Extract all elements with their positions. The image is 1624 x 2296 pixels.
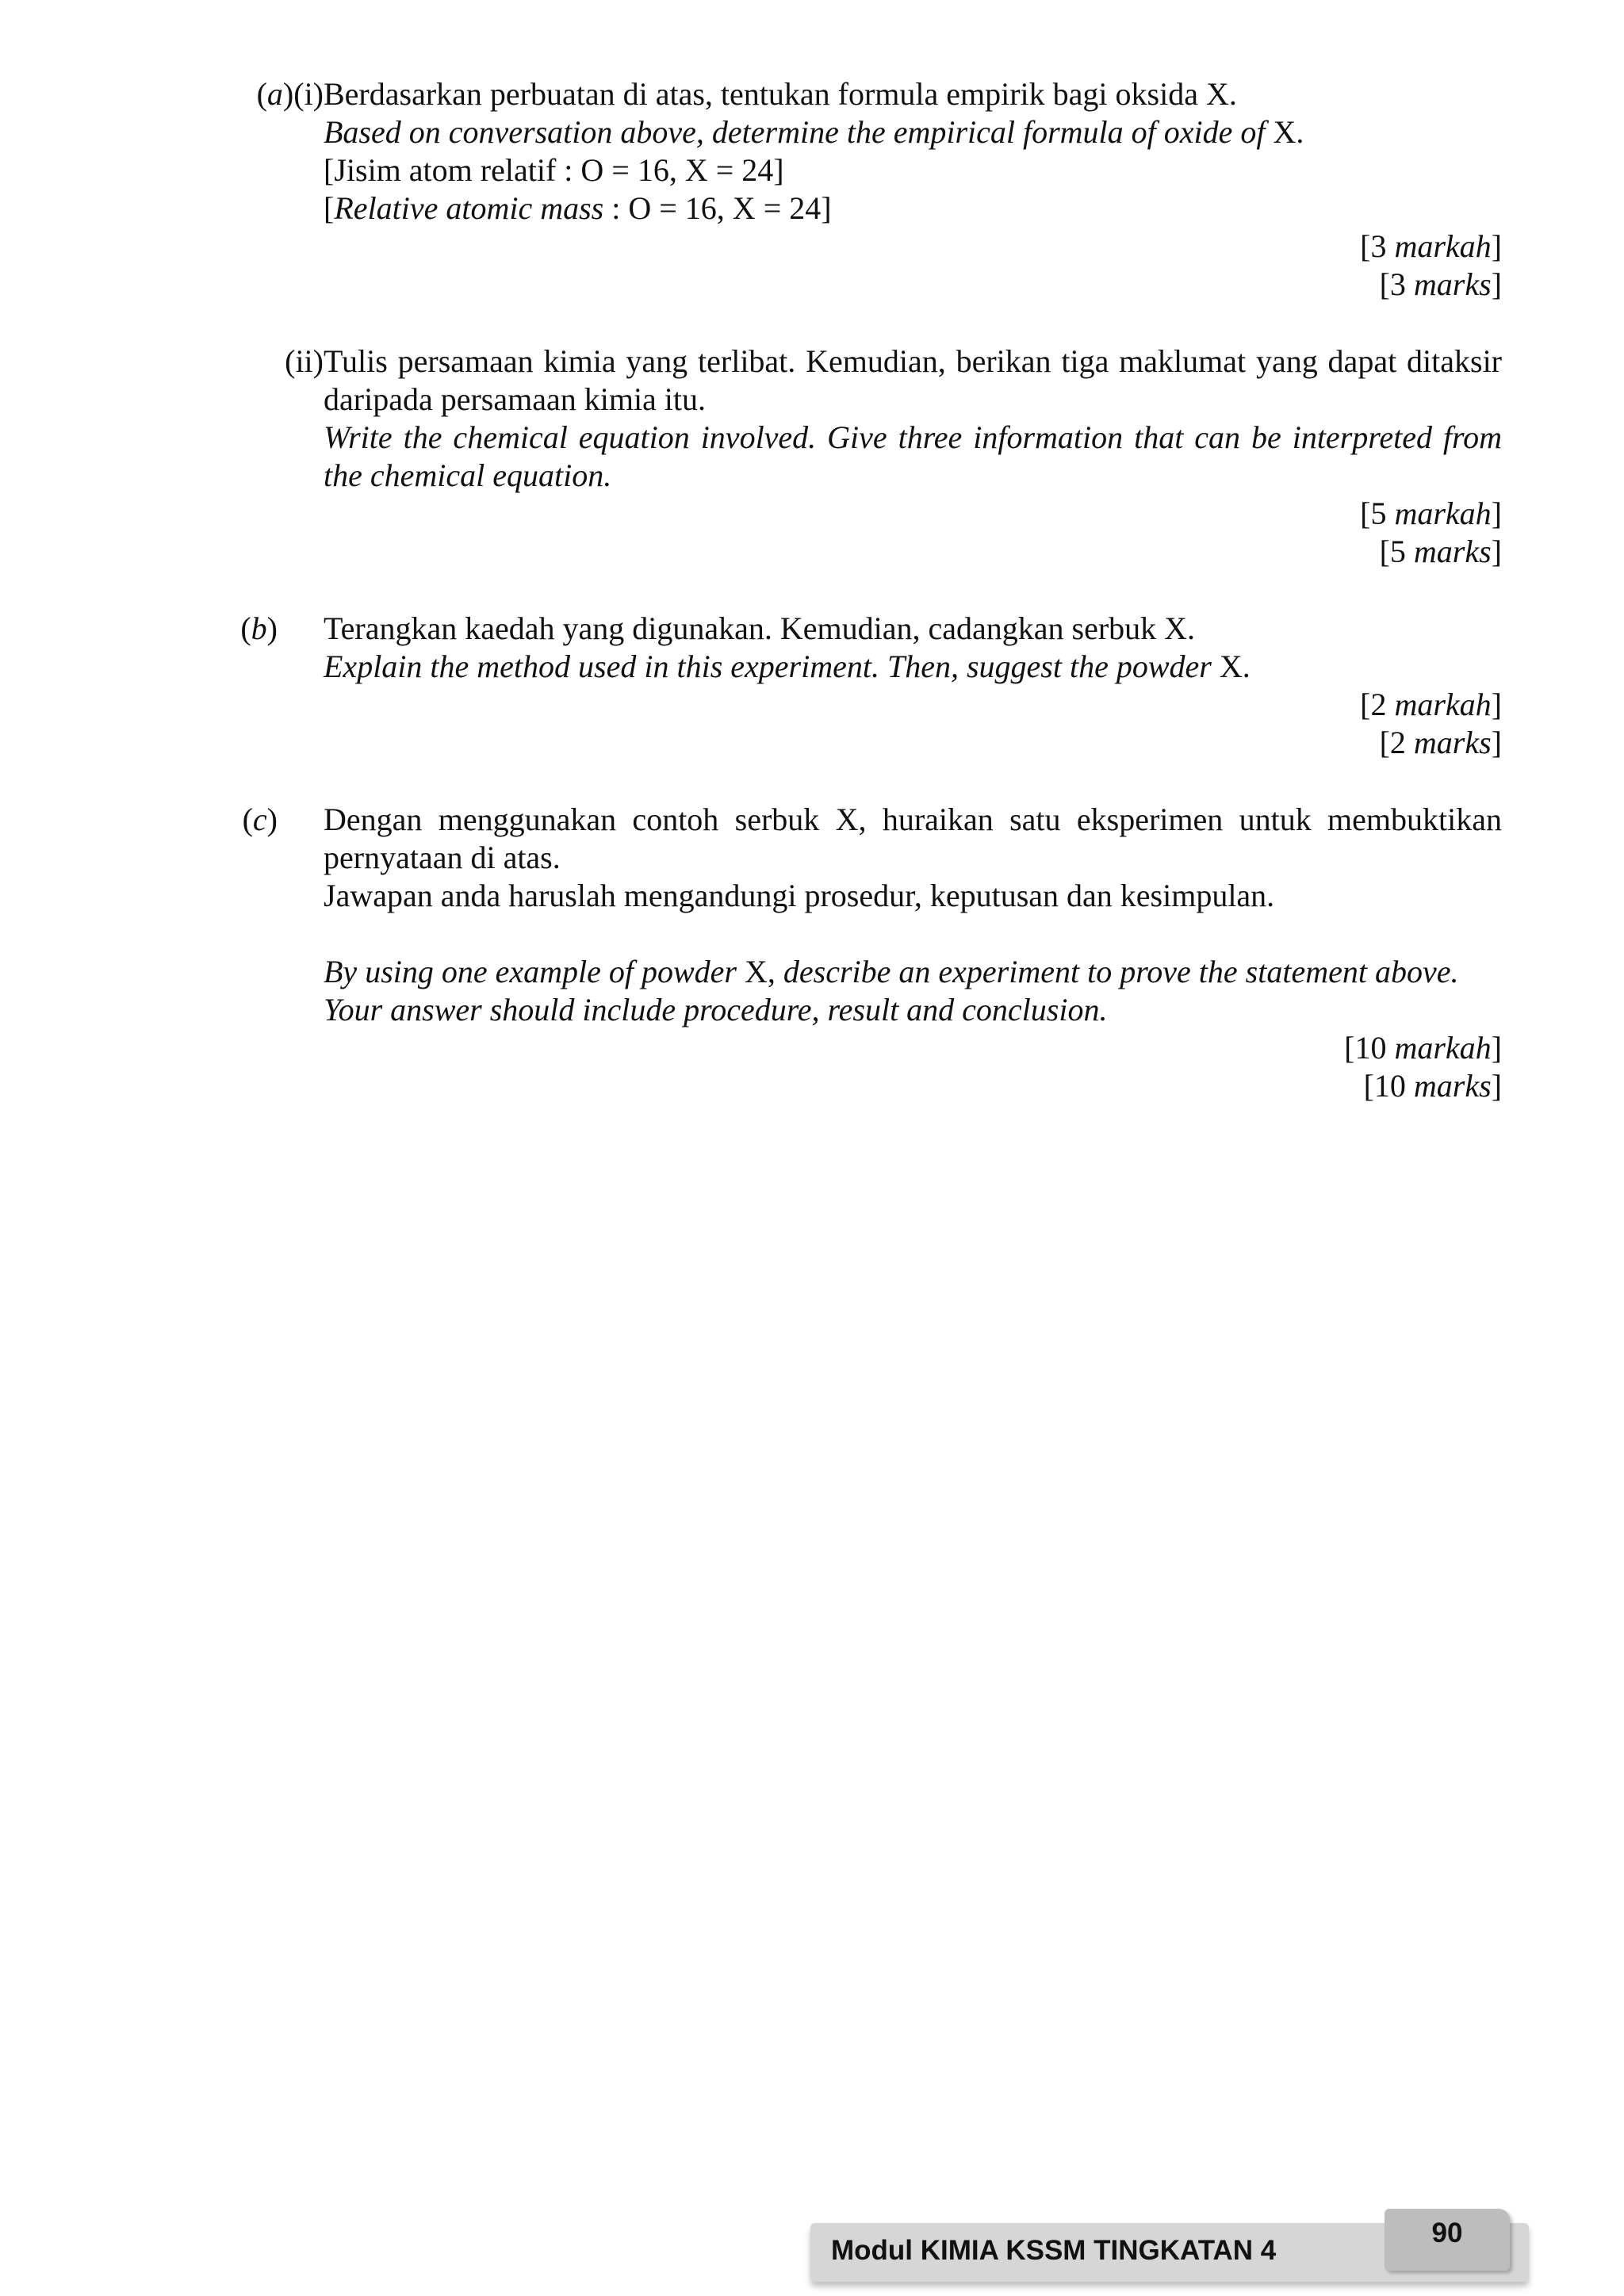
question-text-en [324, 953, 1502, 991]
marks-ms: [10 markah] [1344, 1030, 1502, 1066]
text-italic: describe an experiment to prove the statement above. [783, 954, 1459, 989]
question-text-en [324, 648, 1502, 686]
page-number: 90 [1385, 2209, 1510, 2271]
marks-word: markah [1394, 1030, 1492, 1066]
marks-ms: [2 markah] [1360, 687, 1502, 722]
marks-number: 10 [1354, 1030, 1387, 1066]
marks-en: [3 marks] [1379, 266, 1502, 302]
text-regular: X. [1211, 649, 1251, 684]
marks-number: 2 [1370, 687, 1387, 722]
marks-word: markah [1394, 496, 1492, 531]
atomic-mass-ms: [Jisim atom relatif : O = 16, X = 24] [324, 152, 784, 188]
text-regular: X. [1265, 114, 1304, 150]
question-text-ms: Dengan menggunakan contoh serbuk X, huraikan satu eksperimen untuk membuktikan pernyataan di atas. [324, 802, 1502, 875]
question-label: (a)(i) [256, 76, 324, 112]
question-a-i [214, 75, 1502, 304]
marks-number: 5 [1370, 496, 1387, 531]
marks-word: markah [1394, 687, 1492, 722]
label-letter: b [251, 610, 267, 646]
marks-word: marks [1413, 725, 1492, 760]
marks-number: 3 [1370, 228, 1387, 264]
marks-number: 10 [1373, 1068, 1406, 1104]
question-text-ms: Terangkan kaedah yang digunakan. Kemudian, cadangkan serbuk X. [324, 610, 1196, 646]
marks-en: [5 marks] [1379, 534, 1502, 569]
label-letter: c [252, 802, 267, 837]
text-italic: By using one example of powder [324, 954, 737, 989]
question-b [214, 610, 1502, 762]
text-italic: Based on conversation above, determine the empirical formula of oxide of [324, 114, 1266, 150]
marks-number: 2 [1389, 725, 1406, 760]
marks-ms: [5 markah] [1360, 496, 1502, 531]
text-regular: : O = 16, X = 24] [603, 190, 832, 226]
marks-number: 5 [1389, 534, 1406, 569]
question-c [214, 801, 1502, 1105]
marks-word: marks [1413, 266, 1492, 302]
question-text-en [324, 113, 1502, 151]
marks-word: marks [1413, 534, 1492, 569]
marks-word: markah [1394, 228, 1492, 264]
question-label: (b) [240, 610, 278, 646]
question-text-en: Write the chemical equation involved. Give three information that can be interpreted from the chemical equation. [324, 419, 1502, 493]
marks-ms: [3 markah] [1360, 228, 1502, 264]
question-text-ms: Tulis persamaan kimia yang terlibat. Kemudian, berikan tiga maklumat yang dapat ditaksir daripada persamaan kimia itu. [324, 343, 1502, 417]
question-label: (c) [242, 802, 278, 837]
answer-requirement-en: Your answer should include procedure, result and conclusion. [324, 992, 1108, 1027]
question-a-ii [214, 342, 1502, 571]
marks-word: marks [1413, 1068, 1492, 1104]
text-regular: X, [737, 954, 783, 989]
atomic-mass-en: [Relative atomic mass : O = 16, X = 24] [324, 190, 832, 226]
question-text-ms: Berdasarkan perbuatan di atas, tentukan formula empirik bagi oksida X. [324, 76, 1237, 112]
answer-requirement-ms: Jawapan anda haruslah mengandungi prosedur, keputusan dan kesimpulan. [324, 878, 1275, 913]
text-italic: Relative atomic mass [334, 190, 604, 226]
marks-en: [2 marks] [1379, 725, 1502, 760]
label-letter: a [266, 76, 283, 112]
module-title: Modul KIMIA KSSM TINGKATAN 4 [831, 2235, 1277, 2266]
spacer [324, 915, 1502, 953]
question-label: (ii) [285, 343, 324, 379]
text-italic: Explain the method used in this experiment. Then, suggest the powder [324, 649, 1212, 684]
marks-en: [10 marks] [1363, 1068, 1502, 1104]
marks-number: 3 [1389, 266, 1406, 302]
